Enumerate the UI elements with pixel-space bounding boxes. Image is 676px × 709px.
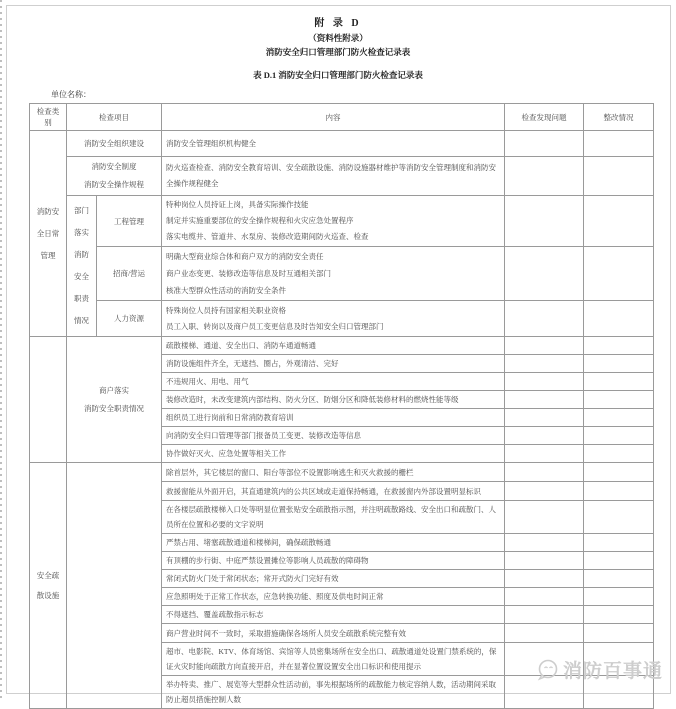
content-line: 特殊岗位人员持有国家相关职业资格 [166, 305, 286, 315]
header-project: 检查项目 [67, 104, 162, 131]
issues-cell [505, 355, 584, 373]
content-cell: 在各楼层疏散楼梯入口处等明显位置张贴安全疏散指示图，并注明疏散路线、安全出口和疏散门、人员所在位置和必要的文字说明 [162, 501, 505, 534]
rectification-cell [584, 355, 654, 373]
issues-cell [505, 131, 584, 157]
rectification-cell [584, 157, 654, 196]
unit-name-label: 单位名称： [51, 90, 91, 99]
project-line: 消防安全操作规程 [84, 180, 144, 189]
project-cell-hr: 人力资源 [97, 301, 162, 337]
content-cell: 疏散楼梯、通道、安全出口、消防车通道畅通 [162, 337, 505, 355]
rectification-cell [584, 482, 654, 501]
content-cell: 常闭式防火门处于常闭状态；常开式防火门完好有效 [162, 570, 505, 588]
issues-cell [505, 301, 584, 337]
content-cell: 商户营业时间不一致时，采取措施确保各场所人员安全疏散系统完整有效 [162, 624, 505, 643]
table-row [30, 247, 654, 301]
rectification-cell [584, 445, 654, 463]
header-rectification: 整改情况 [584, 104, 654, 131]
issues-cell [505, 570, 584, 588]
appendix-note: （资料性附录） [308, 33, 368, 43]
project-cell-business: 招商/营运 [97, 247, 162, 301]
content-cell: 装修改造时，未改变建筑内部结构、防火分区、防烟分区和降低装修材料的燃烧性能等级 [162, 391, 505, 409]
content-cell: 协作做好灭火、应急处置等相关工作 [162, 445, 505, 463]
rectification-cell [584, 373, 654, 391]
issues-cell [505, 643, 584, 676]
content-cell: 消防安全管理组织机构健全 [162, 131, 505, 157]
project-cell-empty [67, 463, 162, 709]
content-cell: 向消防安全归口管理等部门报备员工变更、装修改造等信息 [162, 427, 505, 445]
content-cell: 严禁占用、堵塞疏散通道和楼梯间，确保疏散畅通 [162, 534, 505, 552]
content-cell: 消防设施组件齐全，无遮挡、圈占，外观清洁、完好 [162, 355, 505, 373]
content-cell: 举办特卖、推广、展览等大型群众性活动前，事先根据场所的疏散能力核定容纳人数，活动期间采取防止超员措施控制人数 [162, 676, 505, 709]
content-cell [162, 301, 505, 337]
issues-cell [505, 606, 584, 624]
rectification-cell [584, 409, 654, 427]
issues-cell [505, 676, 584, 709]
issues-cell [505, 373, 584, 391]
inspection-record-table [29, 103, 654, 709]
project-cell-merchant-duty [67, 337, 162, 463]
issues-cell [505, 501, 584, 534]
project-line: 消防安全制度 [91, 162, 137, 171]
project-line: 商户落实 [99, 385, 129, 395]
table-row [30, 463, 654, 482]
content-cell: 除首层外，其它楼层的窗口、阳台等部位不设置影响逃生和灭火救援的栅栏 [162, 463, 505, 482]
issues-cell [505, 247, 584, 301]
rectification-cell [584, 337, 654, 355]
header-issues: 检查发现问题 [505, 104, 584, 131]
category-cell-empty [30, 337, 67, 463]
rectification-cell [584, 588, 654, 606]
appendix-title: 消防安全归口管理部门防火检查记录表 [265, 47, 411, 57]
content-cell: 救援窗能从外面开启，其直通建筑内的公共区域或走道保持畅通，在救援窗内外部设置明显标识 [162, 482, 505, 501]
issues-cell [505, 482, 584, 501]
content-line: 核准大型群众性活动的消防安全条件 [166, 286, 286, 295]
issues-cell [505, 409, 584, 427]
table-row [30, 337, 654, 355]
content-cell: 不得遮挡、覆盖疏散指示标志 [162, 606, 505, 624]
content-cell: 有顶棚的步行街、中庭严禁设置摊位等影响人员疏散的障碍物 [162, 552, 505, 570]
rectification-cell [584, 427, 654, 445]
issues-cell [505, 624, 584, 643]
content-line: 明确大型商业综合体和商户双方的消防安全责任 [166, 252, 324, 261]
issues-cell [505, 552, 584, 570]
table-row [30, 196, 654, 247]
table-caption: 表 D.1 消防安全归口管理部门防火检查记录表 [253, 70, 423, 80]
project-cell-org: 消防安全组织建设 [67, 131, 162, 157]
rectification-cell [584, 570, 654, 588]
content-cell: 防火巡查检查、消防安全教育培训、安全疏散设施、消防设施器材维护等消防安全管理制度和消防安全操作规程健全 [162, 157, 505, 196]
issues-cell [505, 445, 584, 463]
issues-cell [505, 337, 584, 355]
rectification-cell [584, 463, 654, 482]
category-cell-evacuation: 安全疏散设施 [30, 463, 67, 709]
content-cell: 组织员工进行岗前和日常消防教育培训 [162, 409, 505, 427]
rectification-cell [584, 196, 654, 247]
table-row [30, 301, 654, 337]
category-cell-daily-management: 消防安全日常管理 [30, 131, 67, 337]
content-cell: 应急照明处于正常工作状态，应急转换功能、照度及供电时间正常 [162, 588, 505, 606]
project-cell-department-duty: 部门落实消防安全职责情况 [67, 196, 97, 337]
title-block [0, 0, 676, 82]
content-line: 制定并实施重要部位的安全操作规程和火灾应急处置程序 [166, 216, 354, 225]
rectification-cell [584, 391, 654, 409]
issues-cell [505, 463, 584, 482]
project-cell-engineering: 工程管理 [97, 196, 162, 247]
issues-cell [505, 427, 584, 445]
table-row [30, 131, 654, 157]
rectification-cell [584, 301, 654, 337]
table-header-row [30, 104, 654, 131]
rectification-cell [584, 534, 654, 552]
rectification-cell [584, 606, 654, 624]
content-cell [162, 247, 505, 301]
table-row [30, 157, 654, 196]
appendix-label: 附 录 D [314, 18, 362, 29]
rectification-cell [584, 501, 654, 534]
content-cell: 超市、电影院、KTV、体育场馆、宾馆等人员密集场所在安全出口、疏散通道处设置门禁系统的，保证火灾时能向疏散方向直接开启，并在显著位置设置安全出口标识和使用提示 [162, 643, 505, 676]
content-line: 落实电缆井、管道井、水泵房、装修改造期间防火巡查、检查 [166, 232, 369, 241]
issues-cell [505, 391, 584, 409]
content-line: 员工入职、转岗以及商户员工变更信息及时告知安全归口管理部门 [166, 321, 384, 331]
rectification-cell [584, 552, 654, 570]
header-content: 内容 [162, 104, 505, 131]
issues-cell [505, 196, 584, 247]
project-cell-system [67, 157, 162, 196]
rectification-cell [584, 131, 654, 157]
content-cell [162, 196, 505, 247]
rectification-cell [584, 676, 654, 709]
issues-cell [505, 157, 584, 196]
content-cell: 不违规用火、用电、用气 [162, 373, 505, 391]
header-category: 检查类别 [30, 104, 67, 131]
issues-cell [505, 534, 584, 552]
content-line: 商户业态变更、装修改造等信息及时互通相关部门 [166, 269, 331, 278]
watermark-text: 消防百事通 [562, 661, 663, 682]
rectification-cell [584, 643, 654, 676]
rectification-cell [584, 247, 654, 301]
content-line: 特种岗位人员持证上岗，具备实际操作技能 [166, 200, 309, 209]
rectification-cell [584, 624, 654, 643]
project-line: 消防安全职责情况 [84, 403, 144, 413]
issues-cell [505, 588, 584, 606]
